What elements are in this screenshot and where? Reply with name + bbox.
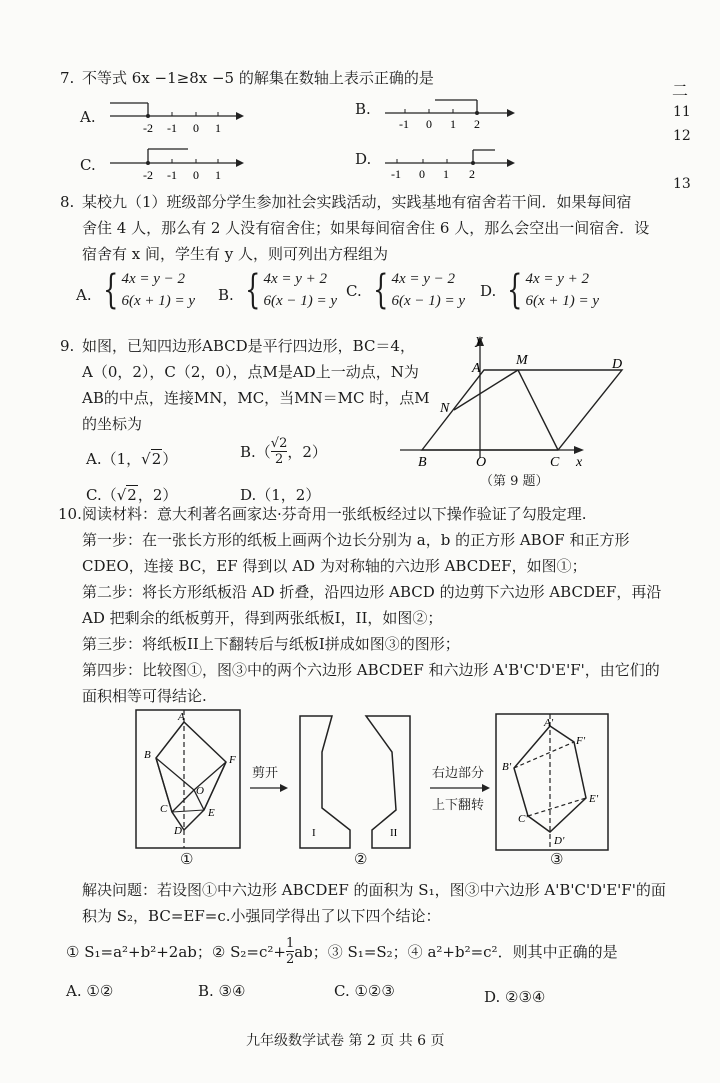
- q7-option-a-number-line: [110, 100, 250, 140]
- q8-option-a-system: { 4x = y − 2 6(x + 1) = y: [103, 267, 196, 313]
- question-8-number: 8.: [60, 193, 75, 211]
- margin-mark: 二: [672, 81, 689, 100]
- arrow-1-text: 剪开: [252, 766, 279, 781]
- label: F': [576, 735, 586, 747]
- q7-option-b-number-line: [385, 95, 525, 135]
- equation: 4x = y − 2: [391, 271, 456, 287]
- label: I: [312, 827, 316, 839]
- fig3-caption: ③: [550, 850, 564, 868]
- q9-caption: （第 9 题）: [480, 474, 549, 489]
- label: E': [589, 793, 599, 805]
- label: B: [418, 455, 427, 470]
- equation: 6(x + 1) = y: [121, 293, 196, 309]
- label: D': [554, 835, 565, 847]
- question-10-line: 阅读材料：意大利著名画家达·芬奇用一张纸板经过以下操作验证了勾股定理.: [82, 505, 587, 523]
- q10-figure-3: [494, 712, 614, 854]
- q9-option-d: D.（1，2）: [240, 486, 321, 504]
- label: O: [196, 785, 204, 797]
- margin-mark: 13: [673, 176, 691, 192]
- tick-label: 0: [426, 117, 432, 131]
- q9-figure: [400, 330, 640, 490]
- tick-label: -1: [167, 121, 177, 135]
- label: B': [502, 761, 512, 773]
- label: E: [208, 807, 215, 819]
- q7-option-d-number-line: [385, 145, 525, 185]
- equation: 4x = y + 2: [263, 271, 328, 287]
- q7-option-a-label: A.: [80, 108, 96, 126]
- label: II: [390, 827, 398, 839]
- label: C: [160, 803, 168, 815]
- equation: 6(x − 1) = y: [391, 293, 466, 309]
- label: A: [472, 361, 481, 376]
- label: A': [544, 717, 554, 729]
- question-8-line: 宿舍有 x 间，学生有 y 人，则可列出方程组为: [82, 245, 389, 263]
- label: F: [229, 754, 236, 766]
- q8-option-d-system: { 4x = y + 2 6(x + 1) = y: [507, 267, 600, 313]
- label: D: [174, 825, 182, 837]
- tick-label: 2: [469, 167, 475, 181]
- label: O: [476, 455, 487, 470]
- arrow-1: [250, 782, 290, 794]
- tick-label: -2: [143, 121, 153, 135]
- label: C': [518, 813, 528, 825]
- q10-solve-line: 积为 S₂，BC=EF=c.小强同学得出了以下四个结论：: [82, 907, 441, 925]
- arrow-2: [430, 782, 492, 794]
- q8-option-b-system: { 4x = y + 2 6(x − 1) = y: [245, 267, 338, 313]
- q7-option-c-number-line: [110, 145, 250, 185]
- tick-label: 0: [419, 167, 425, 181]
- question-9-line: 如图，已知四边形ABCD是平行四边形，BC＝4，: [82, 337, 415, 355]
- equation: 6(x + 1) = y: [525, 293, 600, 309]
- tick-label: -2: [143, 168, 153, 182]
- question-8-line: 舍住 4 人，那么有 2 人没有宿舍住；如果每间宿舍住 6 人，那么会空出一间宿舍．设: [82, 219, 650, 237]
- equation: 6(x − 1) = y: [263, 293, 338, 309]
- question-10-line: 第三步：将纸板II上下翻转后与纸板I拼成如图③的图形；: [82, 635, 460, 653]
- label: D: [612, 357, 623, 372]
- tick-label: 1: [215, 168, 221, 182]
- q10-conclusions: ① S₁=a²+b²+2ab；② S₂=c²+ $\frac{1}{2}$ ab；③ S₁=S₂；④ a²+b²=c²．则其中正确的是: [66, 936, 618, 967]
- tick-label: 1: [215, 121, 221, 135]
- question-8-line: 某校九（1）班级部分学生参加社会实践活动，实践基地有宿舍若干间．如果每间宿: [82, 193, 632, 211]
- label: N: [440, 401, 450, 416]
- q8-option-c-label: C.: [346, 282, 362, 300]
- tick-label: 0: [193, 168, 199, 182]
- q7-option-d-label: D.: [355, 150, 372, 168]
- tick-label: 2: [474, 117, 480, 131]
- question-10-line: 第二步：将长方形纸板沿 AD 折叠，沿四边形 ABCD 的边剪下六边形 ABCDEF，再沿: [82, 583, 662, 601]
- question-9-number: 9.: [60, 337, 75, 355]
- label: C: [550, 455, 560, 470]
- question-9-line: AB的中点，连接MN，MC，当MN＝MC 时，点M: [82, 389, 430, 407]
- q10-option-c: C. ①②③: [334, 982, 395, 1000]
- label: M: [516, 353, 528, 368]
- page-footer: 九年级数学试卷 第 2 页 共 6 页: [246, 1033, 445, 1049]
- tick-label: -1: [399, 117, 409, 131]
- arrow-2-text-1: 右边部分: [432, 766, 485, 781]
- q10-figure-2: [296, 712, 416, 852]
- q7-option-b-label: B.: [355, 100, 371, 118]
- question-9-line: A（0，2），C（2，0），点M是AD上一动点，N为: [82, 363, 419, 381]
- label: A: [178, 711, 185, 723]
- tick-label: -1: [167, 168, 177, 182]
- q8-option-d-label: D.: [480, 282, 497, 300]
- question-10-line: 第一步：在一张长方形的纸板上画两个边长分别为 a，b 的正方形 ABOF 和正方形: [82, 531, 630, 549]
- q8-option-c-system: { 4x = y − 2 6(x − 1) = y: [373, 267, 466, 313]
- fig1-caption: ①: [180, 850, 194, 868]
- question-10-line: 面积相等可得结论.: [82, 687, 207, 705]
- q10-option-a: A. ①②: [66, 982, 114, 1000]
- label: B: [144, 749, 151, 761]
- q7-option-c-label: C.: [80, 156, 96, 174]
- q10-option-b: B. ③④: [198, 982, 246, 1000]
- q8-option-a-label: A.: [76, 286, 92, 304]
- equation: 4x = y + 2: [525, 271, 590, 287]
- q10-solve-line: 解决问题：若设图①中六边形 ABCDEF 的面积为 S₁，图③中六边形 A'B'C'D'E'F'的面: [82, 881, 666, 899]
- question-7-number: 7.: [60, 69, 75, 87]
- question-10-line: CDEO，连接 BC，EF 得到以 AD 为对称轴的六边形 ABCDEF，如图①；: [82, 557, 587, 575]
- question-7-stem: 不等式 6x −1≥8x −5 的解集在数轴上表示正确的是: [82, 69, 434, 87]
- margin-mark: 11: [673, 104, 691, 120]
- q10-option-d: D. ②③④: [484, 988, 546, 1006]
- label: x: [576, 455, 583, 470]
- q9-option-b: B.（ $\frac{√2}{2}$ ，2）: [240, 436, 327, 467]
- tick-label: 1: [450, 117, 456, 131]
- q9-option-a: A.（1，√2）: [86, 450, 178, 468]
- question-10-line: AD 把剩余的纸板剪开，得到两张纸板I，II，如图②；: [82, 609, 443, 627]
- equation: 4x = y − 2: [121, 271, 186, 287]
- q9-option-c: C.（√2，2）: [86, 486, 178, 504]
- arrow-2-text-2: 上下翻转: [432, 798, 485, 813]
- q8-option-b-label: B.: [218, 286, 234, 304]
- tick-label: 1: [443, 167, 449, 181]
- q10-figure-1: [134, 708, 244, 858]
- question-9-line: 的坐标为: [82, 415, 143, 433]
- tick-label: 0: [193, 121, 199, 135]
- tick-label: -1: [391, 167, 401, 181]
- margin-mark: 12: [673, 128, 691, 144]
- label: y: [476, 332, 483, 348]
- question-10-number: 10.: [58, 505, 82, 523]
- question-10-line: 第四步：比较图①，图③中的两个六边形 ABCDEF 和六边形 A'B'C'D'E'F'，由它们的: [82, 661, 660, 679]
- fig2-caption: ②: [354, 850, 368, 868]
